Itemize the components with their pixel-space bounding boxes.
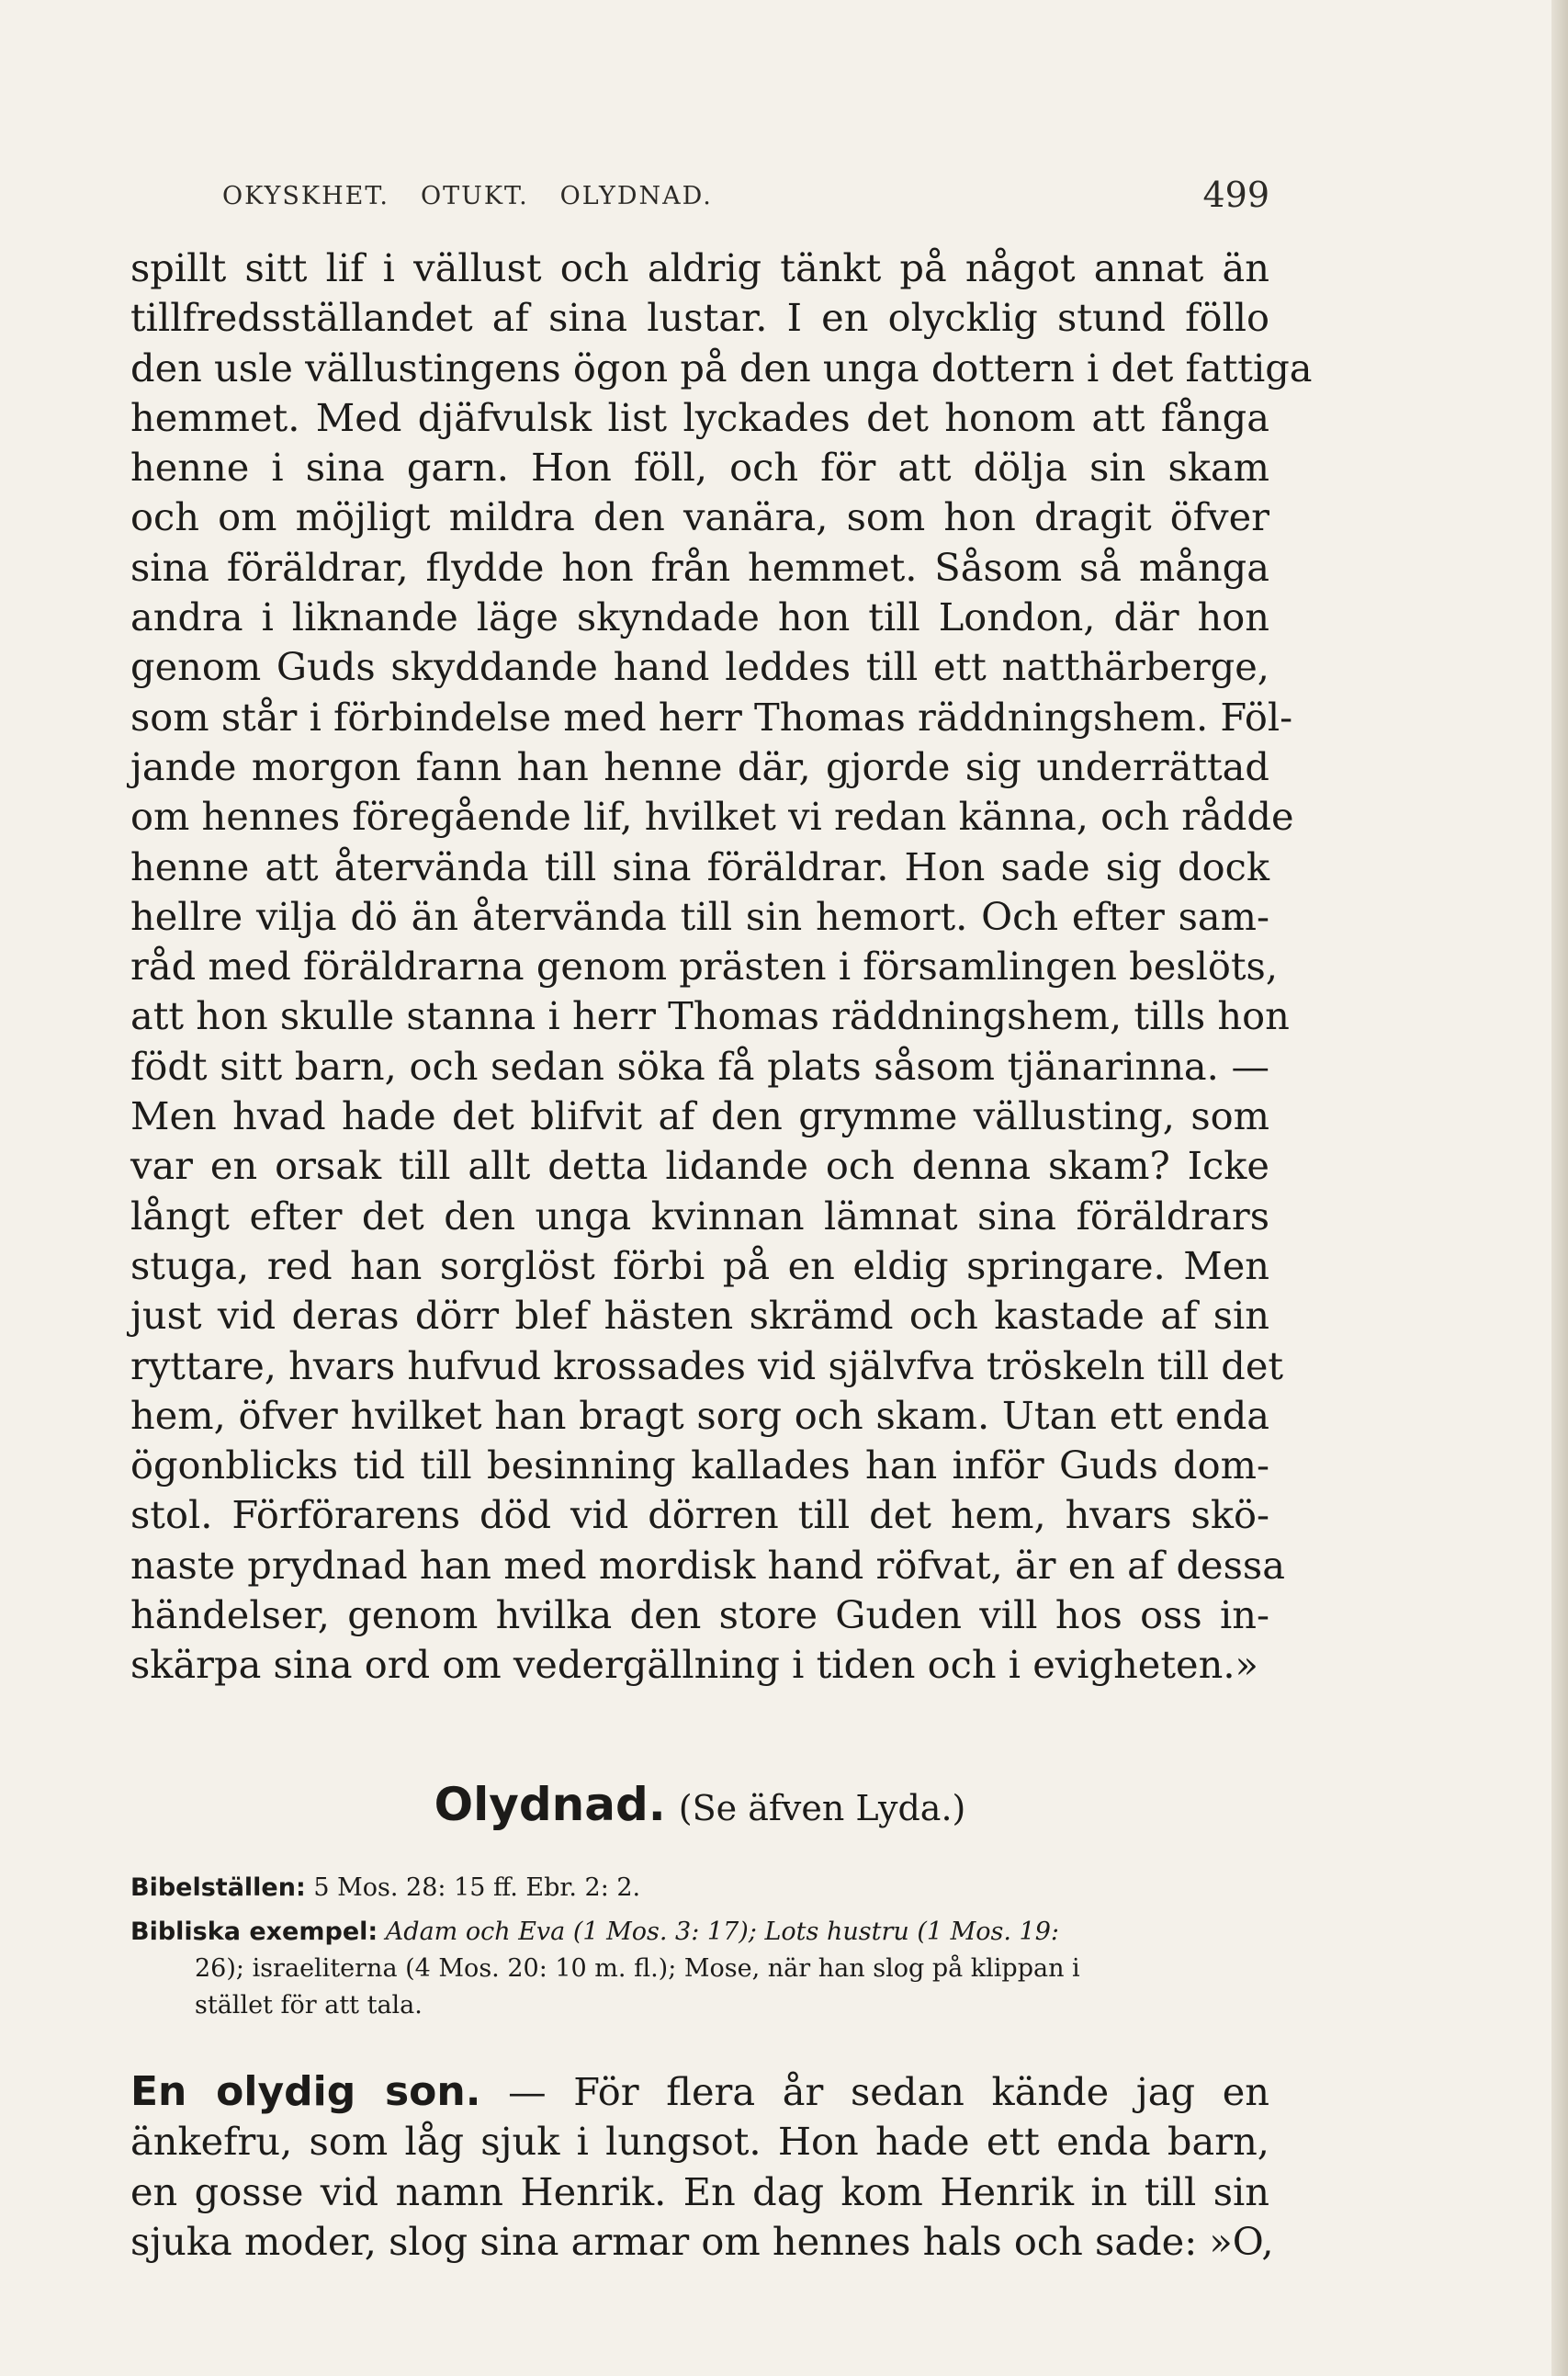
body-line: jande morgon fann han henne där, gjorde sig underrättad (130, 743, 1269, 789)
body-line: skärpa sina ord om vedergällning i tiden och i evigheten.» (130, 1642, 1258, 1688)
bible-examples-line: 26); israeliterna (4 Mos. 20: 10 m. fl.); Mose, när han slog på klippan i (195, 1954, 1080, 1983)
running-head-part: OLYDNAD. (559, 182, 713, 210)
running-head (222, 182, 713, 210)
body-line: om hennes föregående lif, hvilket vi redan känna, och rådde (130, 794, 1294, 840)
section-heading (130, 1778, 1269, 1831)
bible-passages-text: 5 Mos. 28: 15 ff. Ebr. 2: 2. (313, 1873, 641, 1902)
body-line: händelser, genom hvilka den store Guden vill hos oss in- (130, 1592, 1269, 1638)
body-line: spillt sitt lif i vällust och aldrig tänkt på något annat än (130, 245, 1269, 290)
story-line (130, 2067, 1269, 2117)
section-title: Olydnad. (434, 1778, 666, 1831)
body-line: ögonblicks tid till besinning kallades han inför Guds dom- (130, 1443, 1269, 1488)
story-line: en gosse vid namn Henrik. En dag kom Henrik in till sin (130, 2168, 1269, 2214)
body-line: den usle vällustingens ögon på den unga dottern i det fattiga (130, 345, 1313, 390)
bible-references (130, 1870, 1269, 2024)
body-line: som står i förbindelse med herr Thomas räddningshem. Föl- (130, 694, 1293, 740)
story-line-text: — För flera år sedan kände jag en (508, 2069, 1270, 2114)
bible-passages-label: Bibelställen: (130, 1873, 306, 1902)
body-line: ryttare, hvars hufvud krossades vid självfva tröskeln till det (130, 1342, 1284, 1388)
bible-examples-line: stället för att tala. (195, 1991, 423, 2020)
body-line: henne att återvända till sina föräldrar. Hon sade sig dock (130, 843, 1269, 889)
page-number: 499 (1202, 175, 1269, 215)
story-paragraph (130, 2067, 1274, 2267)
body-line: hemmet. Med djäfvulsk list lyckades det honom att fånga (130, 394, 1269, 440)
body-line: råd med föräldrarna genom prästen i församlingen beslöts, (130, 944, 1279, 990)
running-head-part: OKYSKHET. (222, 182, 389, 210)
bible-examples-label: Bibliska exempel: (130, 1918, 378, 1946)
body-line: hem, öfver hvilket han bragt sorg och skam. Utan ett enda (130, 1392, 1269, 1438)
body-line: stol. Förförarens död vid dörren till det hem, hvars skö- (130, 1492, 1269, 1538)
body-line: just vid deras dörr blef hästen skrämd och kastade af sin (130, 1293, 1269, 1339)
body-paragraph (130, 243, 1313, 1691)
body-line: Men hvad hade det blifvit af den grymme vällusting, som (130, 1093, 1269, 1139)
section-reference: (Se äfven Lyda.) (678, 1788, 966, 1828)
body-line: naste prydnad han med mordisk hand röfvat, är en af dessa (130, 1542, 1285, 1588)
story-line: änkefru, som låg sjuk i lungsot. Hon hade ett enda barn, (130, 2119, 1269, 2165)
running-head-part: OTUKT. (420, 182, 529, 210)
body-line: att hon skulle stanna i herr Thomas räddningshem, tills hon (130, 993, 1290, 1039)
body-line: genom Guds skyddande hand leddes till ett natthärberge, (130, 644, 1269, 690)
body-line: och om möjligt mildra den vanära, som hon dragit öfver (130, 494, 1269, 540)
body-line: hellre vilja dö än återvända till sin hemort. Och efter sam- (130, 893, 1269, 939)
story-line: sjuka moder, slog sina armar om hennes hals och sade: »O, (130, 2218, 1274, 2264)
body-line: tillfredsställandet af sina lustar. I en olycklig stund föllo (130, 295, 1269, 341)
body-line: stuga, red han sorglöst förbi på en eldig springare. Men (130, 1242, 1269, 1288)
story-title: En olydig son. (130, 2068, 481, 2115)
page-header (130, 175, 1269, 221)
body-line: födt sitt barn, och sedan söka få plats såsom tjänarinna. — (130, 1043, 1269, 1089)
body-line: långt efter det den unga kvinnan lämnat sina föräldrars (130, 1193, 1269, 1239)
bible-examples (130, 1914, 1269, 2024)
body-line: var en orsak till allt detta lidande och denna skam? Icke (130, 1143, 1269, 1189)
body-line: henne i sina garn. Hon föll, och för att dölja sin skam (130, 445, 1269, 491)
bible-passages (130, 1870, 1269, 1906)
page-edge (1551, 0, 1568, 2376)
body-line: sina föräldrar, flydde hon från hemmet. Såsom så många (130, 544, 1269, 590)
bible-examples-line: Adam och Eva (1 Mos. 3: 17); Lots hustru (1 Mos. 19: (385, 1918, 1059, 1946)
body-line: andra i liknande läge skyndade hon till London, där hon (130, 594, 1269, 640)
